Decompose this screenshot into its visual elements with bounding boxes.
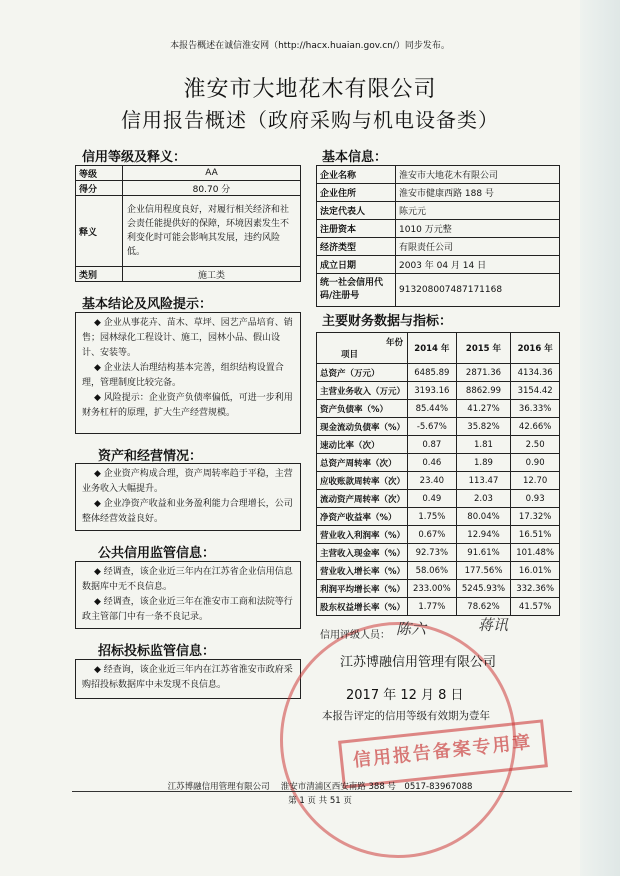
year-header: 2014 年 xyxy=(408,333,457,364)
issue-date: 2017 年 12 月 8 日 xyxy=(346,688,464,703)
finance-row xyxy=(317,418,560,436)
finance-row-label: 应收账款周转率（次） xyxy=(317,472,408,490)
basic-heading: 基本信息： xyxy=(322,150,388,165)
finance-row xyxy=(317,544,560,562)
finance-body xyxy=(317,364,560,616)
grade-row: 得分 80.70 分 xyxy=(76,181,301,196)
assets-heading: 资产和经营情况： xyxy=(98,449,203,464)
corner-cell: 年份 项目 xyxy=(317,333,408,364)
finance-row-label: 主营收入现金率（%） xyxy=(317,544,408,562)
finance-row-label: 速动比率（次） xyxy=(317,436,408,454)
grade-table xyxy=(75,165,301,282)
table-row: 企业住所 淮安市健康西路 188 号 xyxy=(317,184,560,202)
finance-row xyxy=(317,382,560,400)
finance-row-label: 流动资产周转率（次） xyxy=(317,490,408,508)
filing-stamp: 信用报告备案专用章 xyxy=(338,719,548,788)
finance-cell: 113.47 xyxy=(456,472,511,490)
bidding-box xyxy=(75,659,301,699)
table-row: 经济类型 有限责任公司 xyxy=(317,238,560,256)
finance-cell: 35.82% xyxy=(456,418,511,436)
finance-cell: 0.87 xyxy=(408,436,457,454)
finance-cell: 92.73% xyxy=(408,544,457,562)
finance-row xyxy=(317,400,560,418)
finance-row-label: 总资产周转率（次） xyxy=(317,454,408,472)
finance-row-label: 主营业务收入（万元） xyxy=(317,382,408,400)
grade-row: 类别 施工类 xyxy=(76,267,301,282)
conclusion-box xyxy=(75,312,301,434)
finance-row xyxy=(317,436,560,454)
page-edge-shadow xyxy=(580,0,620,876)
table-row: 统一社会信用代码/注册号 913208007487171168 xyxy=(317,274,560,307)
list-item: ◆ 经调查，该企业近三年内在江苏省企业信用信息数据库中无不良信息。 xyxy=(82,567,293,592)
finance-cell: 2871.36 xyxy=(456,364,511,382)
table-row: 法定代表人 陈元元 xyxy=(317,202,560,220)
finance-row xyxy=(317,508,560,526)
basic-info-table xyxy=(316,165,560,307)
finance-cell: 91.61% xyxy=(456,544,511,562)
finance-row-label: 利润平均增长率（%） xyxy=(317,580,408,598)
finance-cell: -5.67% xyxy=(408,418,457,436)
validity-note: 本报告评定的信用等级有效期为壹年 xyxy=(322,710,490,722)
year-header: 2016 年 xyxy=(511,333,560,364)
finance-cell: 1.77% xyxy=(408,598,457,616)
page-number: 第 1 页 共 51 页 xyxy=(288,796,352,806)
year-header: 2015 年 xyxy=(456,333,511,364)
finance-cell: 16.51% xyxy=(511,526,560,544)
conclusion-heading: 基本结论及风险提示： xyxy=(82,297,213,312)
finance-row xyxy=(317,364,560,382)
finance-table xyxy=(316,332,560,616)
finance-cell: 42.66% xyxy=(511,418,560,436)
finance-cell: 85.44% xyxy=(408,400,457,418)
finance-cell: 16.01% xyxy=(511,562,560,580)
finance-cell: 6485.89 xyxy=(408,364,457,382)
finance-cell: 2.50 xyxy=(511,436,560,454)
finance-cell: 78.62% xyxy=(456,598,511,616)
finance-row xyxy=(317,526,560,544)
grade-heading: 信用等级及释义： xyxy=(82,150,187,165)
list-item: ◆ 企业从事花卉、苗木、草坪、园艺产品培育、销售；园林绿化工程设计、施工，园林小品、假山设计、安装等。 xyxy=(82,318,293,358)
finance-cell: 17.32% xyxy=(511,508,560,526)
finance-cell: 80.04% xyxy=(456,508,511,526)
bidding-heading: 招标投标监管信息： xyxy=(98,644,216,659)
public-credit-heading: 公共信用监管信息： xyxy=(98,546,216,561)
list-item: ◆ 企业法人治理结构基本完善，组织结构设置合理，管理制度比较完备。 xyxy=(82,363,284,388)
finance-cell: 0.46 xyxy=(408,454,457,472)
finance-cell: 0.49 xyxy=(408,490,457,508)
finance-cell: 3154.42 xyxy=(511,382,560,400)
finance-row xyxy=(317,454,560,472)
finance-row xyxy=(317,490,560,508)
finance-cell: 177.56% xyxy=(456,562,511,580)
finance-row-label: 营业收入增长率（%） xyxy=(317,562,408,580)
finance-row xyxy=(317,580,560,598)
finance-cell: 0.67% xyxy=(408,526,457,544)
finance-cell: 12.94% xyxy=(456,526,511,544)
finance-row-label: 现金流动负债率（%） xyxy=(317,418,408,436)
finance-header-row xyxy=(317,333,560,364)
finance-row xyxy=(317,472,560,490)
finance-cell: 36.33% xyxy=(511,400,560,418)
list-item: ◆ 风险提示：企业资产负债率偏低，可进一步利用财务杠杆的原理，扩大生产经营规模。 xyxy=(82,393,293,418)
report-title: 信用报告概述（政府采购与机电设备类） xyxy=(121,108,499,132)
finance-cell: 1.75% xyxy=(408,508,457,526)
table-row: 注册资本 1010 万元整 xyxy=(317,220,560,238)
issuing-org: 江苏博融信用管理有限公司 xyxy=(340,655,497,670)
rater-label: 信用评级人员： xyxy=(320,630,390,641)
table-row: 成立日期 2003 年 04 月 14 日 xyxy=(317,256,560,274)
finance-cell: 0.93 xyxy=(511,490,560,508)
company-title: 淮安市大地花木有限公司 xyxy=(183,77,437,102)
signature-2: 蒋讯 xyxy=(478,616,509,634)
finance-cell: 8862.99 xyxy=(456,382,511,400)
finance-row-label: 资产负债率（%） xyxy=(317,400,408,418)
finance-cell: 4134.36 xyxy=(511,364,560,382)
finance-row xyxy=(317,598,560,616)
finance-cell: 1.89 xyxy=(456,454,511,472)
public-credit-box xyxy=(75,561,301,629)
finance-cell: 2.03 xyxy=(456,490,511,508)
finance-cell: 12.70 xyxy=(511,472,560,490)
finance-cell: 0.90 xyxy=(511,454,560,472)
list-item: ◆ 企业资产构成合理，资产周转率趋于平稳，主营业务收入大幅提升。 xyxy=(82,469,293,494)
signature-1: 陈六 xyxy=(396,620,427,638)
finance-row-label: 净资产收益率（%） xyxy=(317,508,408,526)
finance-row xyxy=(317,562,560,580)
finance-cell: 3193.16 xyxy=(408,382,457,400)
footer-contact: 江苏博融信用管理有限公司 淮安市清浦区西安南路 388 号 0517-83967088 xyxy=(167,782,473,792)
finance-cell: 5245.93% xyxy=(456,580,511,598)
finance-cell: 1.81 xyxy=(456,436,511,454)
finance-cell: 58.06% xyxy=(408,562,457,580)
publish-notice: 本报告概述在诚信淮安网（http://hacx.huaian.gov.cn/）同步发布。 xyxy=(170,41,450,51)
finance-row-label: 营业收入利润率（%） xyxy=(317,526,408,544)
list-item: ◆ 经调查，该企业近三年在淮安市工商和法院等行政主管部门中有一条不良记录。 xyxy=(82,597,293,622)
finance-row-label: 股东权益增长率（%） xyxy=(317,598,408,616)
finance-cell: 41.57% xyxy=(511,598,560,616)
grade-row: 等级 AA xyxy=(76,166,301,181)
grade-row: 释义 企业信用程度良好，对履行相关经济和社会责任能提供好的保障，环境因素发生不利变化时可能会影响其发展，违约风险低。 xyxy=(76,196,301,267)
finance-cell: 233.00% xyxy=(408,580,457,598)
finance-cell: 101.48% xyxy=(511,544,560,562)
finance-row-label: 总资产（万元） xyxy=(317,364,408,382)
finance-cell: 41.27% xyxy=(456,400,511,418)
finance-cell: 23.40 xyxy=(408,472,457,490)
list-item: ◆ 经查询，该企业近三年内在江苏省淮安市政府采购招投标数据库中未发现不良信息。 xyxy=(82,665,293,690)
finance-cell: 332.36% xyxy=(511,580,560,598)
assets-box xyxy=(75,463,301,531)
list-item: ◆ 企业净资产收益和业务盈利能力合理增长，公司整体经营效益良好。 xyxy=(82,499,293,524)
finance-heading: 主要财务数据与指标： xyxy=(322,314,453,329)
table-row: 企业名称 淮安市大地花木有限公司 xyxy=(317,166,560,184)
